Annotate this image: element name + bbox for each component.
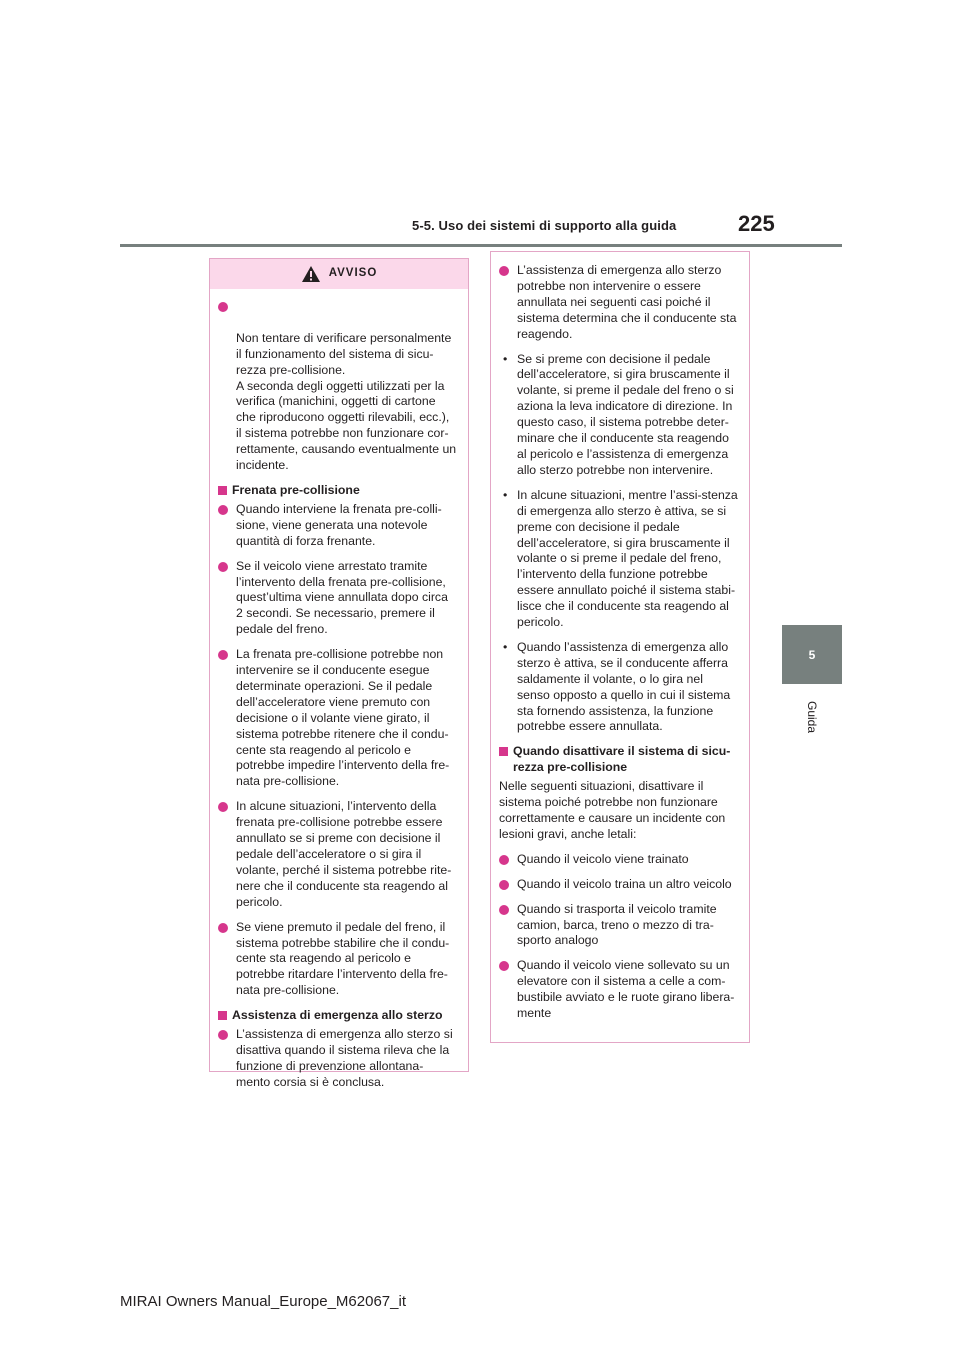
bullet-icon bbox=[499, 880, 509, 890]
header-rule bbox=[120, 244, 842, 247]
square-bullet-icon bbox=[499, 747, 508, 756]
chapter-number: 5 bbox=[808, 647, 816, 662]
list-item: In alcune situazioni, l’intervento della frenata pre-collisione potrebbe essere annullato se si preme con decisione il pedale dell’acceleratore o si gira il volante, perché il sistema potrebbe rite-nere che il conducente sta reagendo al pericolo. bbox=[218, 799, 457, 910]
bullet-icon bbox=[499, 905, 509, 915]
bullet-icon bbox=[499, 266, 509, 276]
square-bullet-icon bbox=[218, 1011, 227, 1020]
bullet-icon bbox=[218, 923, 228, 933]
list-item: L’assistenza di emergenza allo sterzo si disattiva quando il sistema rileva che la funzione di prevenzione allontana-mento corsia si è conclusa. bbox=[218, 1027, 457, 1091]
bullet-icon bbox=[218, 650, 228, 660]
section-title: 5-5. Uso dei sistemi di supporto alla guida bbox=[412, 218, 677, 233]
list-item: Quando il veicolo viene sollevato su un elevatore con il sistema a celle a com-bustibile avviato e le ruote girano libera-mente bbox=[499, 958, 738, 1022]
warning-triangle-icon bbox=[301, 265, 321, 283]
bullet-icon bbox=[218, 505, 228, 515]
bullet-icon bbox=[218, 802, 228, 812]
square-bullet-icon bbox=[218, 486, 227, 495]
list-item: L’assistenza di emergenza allo sterzo potrebbe non intervenire o essere annullata nei seguenti casi poiché il sistema determina che il conducente sta reagendo. bbox=[499, 263, 738, 343]
list-item: La frenata pre-collisione potrebbe non intervenire se il conducente esegue determinate operazioni. Se il pedale dell’acceleratore viene premuto con decisione o il volante viene girato, il sistema potrebbe ritenere che il condu-cente sta reagendo al pericolo e potrebbe impedire l’intervento della fre-nata pre-collisione. bbox=[218, 647, 457, 790]
manual-footer: MIRAI Owners Manual_Europe_M62067_it bbox=[120, 1293, 406, 1310]
warning-box-continued bbox=[490, 251, 750, 1043]
dash-item: • Se si preme con decisione il pedale dell’acceleratore, si gira bruscamente il volante, si preme il pedale del freno o si aziona la leva indicatore di direzione. In questo caso, il sistema potrebbe deter-minare che il conducente sta reagendo al pericolo e l’assistenza di emergenza allo sterzo potrebbe non intervenire. bbox=[503, 351, 734, 477]
dash-bullet-icon: • bbox=[503, 351, 508, 366]
list-item: Quando si trasporta il veicolo tramite camion, barca, treno o mezzo di tra-sporto analogo bbox=[499, 902, 738, 950]
chapter-tab[interactable] bbox=[782, 625, 842, 684]
chapter-label: Guida bbox=[805, 700, 819, 734]
list-item: Quando il veicolo viene trainato bbox=[499, 852, 738, 868]
list-item: Quando il veicolo traina un altro veicolo bbox=[499, 877, 738, 893]
bullet-icon bbox=[218, 562, 228, 572]
paragraph: Nelle seguenti situazioni, disattivare il sistema poiché potrebbe non funzionare correttamente e causare un incidente con lesioni gravi, anche letali: bbox=[499, 779, 726, 841]
section-heading: Assistenza di emergenza allo sterzo bbox=[218, 1008, 457, 1024]
warning-box bbox=[209, 258, 469, 1089]
bullet-icon bbox=[499, 961, 509, 971]
bullet-icon bbox=[218, 1030, 228, 1040]
warning-title: AVVISO bbox=[328, 267, 378, 280]
list-item: Se il veicolo viene arrestato tramite l’intervento della frenata pre-collisione, quest’ultima viene annullata dopo circa 2 secondi. Se necessario, premere il pedale del freno. bbox=[218, 559, 457, 639]
section-heading: Quando disattivare il sistema di sicu-rezza pre-collisione bbox=[499, 744, 738, 776]
dash-item: • In alcune situazioni, mentre l’assi-stenza di emergenza allo sterzo è attiva, se si preme con decisione il pedale dell’acceleratore, si gira bruscamente il volante o si preme il pedale del freno, l’intervento della funzione potrebbe essere annullato poiché il sistema stabi-lisce che il conducente sta reagendo al pericolo. bbox=[503, 487, 738, 630]
dash-item: • Quando l’assistenza di emergenza allo sterzo è attiva, se il conducente afferra saldamente il volante, o lo gira nel senso opposto a quello in cui il sistema sta fornendo assistenza, la funzione potrebbe essere annullata. bbox=[503, 639, 731, 734]
dash-bullet-icon: • bbox=[503, 639, 508, 654]
warning-header bbox=[210, 259, 468, 289]
section-heading: Frenata pre-collisione bbox=[218, 483, 457, 499]
dash-bullet-icon: • bbox=[503, 487, 508, 502]
list-item: Quando interviene la frenata pre-colli-sione, viene generata una notevole quantità di forza frenante. bbox=[218, 502, 457, 550]
bullet-icon bbox=[499, 855, 509, 865]
list-item: Se viene premuto il pedale del freno, il sistema potrebbe stabilire che il condu-cente sta reagendo al pericolo e potrebbe ritardare l’intervento della fre-nata pre-collisione. bbox=[218, 920, 457, 1000]
bullet-icon bbox=[218, 302, 228, 312]
page-number: 225 bbox=[738, 211, 775, 236]
list-item: Non tentare di verificare personalmente il funzionamento del sistema di sicu-rezza pre-collisione. A seconda degli oggetti utilizzati per la verifica (manichini, oggetti di cartone che riproducono oggetti rilevabili, ecc.), il sistema potrebbe non funzionare cor-rettamente, causando eventualmente un incidente. bbox=[218, 299, 457, 474]
